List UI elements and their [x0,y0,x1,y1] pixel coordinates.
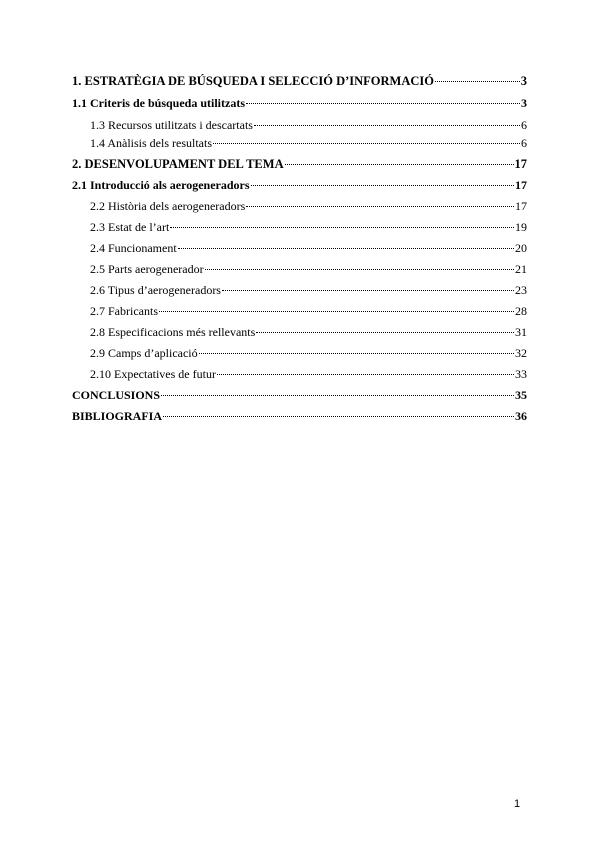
toc-dot-leader [435,81,520,82]
toc-entry[interactable] [90,262,527,276]
toc-entry-title: 1.1 Criteris de búsqueda utilitzats [72,96,246,110]
toc-entry-title: 2.1 Introducció als aerogeneradors [72,178,250,192]
toc-dot-leader [285,164,514,165]
toc-entry-page: 28 [515,304,527,318]
toc-entry-title: BIBLIOGRAFIA [72,409,163,423]
toc-entry-title: 2.7 Fabricants [90,304,158,318]
toc-dot-leader [159,311,514,312]
toc-entry-page: 32 [515,346,527,360]
toc-entry-page: 17 [515,178,527,192]
toc-entry[interactable] [90,241,527,255]
toc-dot-leader [217,374,514,375]
toc-entry[interactable] [72,178,527,192]
toc-entry[interactable] [90,304,527,318]
toc-entry[interactable] [72,388,527,402]
toc-entry-title: 1.3 Recursos utilitzats i descartats [90,118,253,132]
toc-dot-leader [222,290,514,291]
toc-entry-title: 2.4 Funcionament [90,241,177,255]
toc-entry[interactable] [90,283,527,297]
toc-entry-page: 19 [515,220,527,234]
toc-entry[interactable] [72,409,527,423]
toc-entry-page: 31 [515,325,527,339]
toc-dot-leader [163,416,514,417]
toc-entry-title: 1.4 Anàlisis dels resultats [90,136,212,150]
toc-entry-page: 36 [515,409,527,423]
toc-entry-title: 2. DESENVOLUPAMENT DEL TEMA [72,157,284,171]
toc-entry-page: 17 [514,157,527,171]
toc-entry-page: 21 [515,262,527,276]
toc-entry-title: 2.6 Tipus d’aerogeneradors [90,283,221,297]
toc-entry-title: 1. ESTRATÈGIA DE BÚSQUEDA I SELECCIÓ D’INFORMACIÓ [72,74,434,88]
toc-entry[interactable] [90,346,527,360]
toc-entry-page: 3 [520,74,527,88]
toc-entry-page: 33 [515,367,527,381]
toc-dot-leader [199,353,514,354]
toc-entry-title: 2.5 Parts aerogenerador [90,262,204,276]
toc-entry-page: 23 [515,283,527,297]
toc-entry-title: 2.10 Expectatives de futur [90,367,216,381]
toc-dot-leader [178,248,514,249]
toc-dot-leader [254,125,520,126]
toc-entry-title: 2.3 Estat de l’art [90,220,170,234]
toc-entry[interactable] [72,74,527,88]
toc-entry[interactable] [90,118,527,132]
toc-dot-leader [246,206,514,207]
toc-entry-title: 2.8 Especificacions més rellevants [90,325,256,339]
toc-entry-page: 17 [515,199,527,213]
toc-dot-leader [251,185,514,186]
toc-entry-title: 2.9 Camps d’aplicació [90,346,198,360]
toc-entry[interactable] [90,199,527,213]
toc-entry-page: 6 [521,136,527,150]
toc-entry-page: 6 [521,118,527,132]
toc-entry[interactable] [90,325,527,339]
toc-entry-title: CONCLUSIONS [72,388,161,402]
toc-dot-leader [256,332,514,333]
toc-dot-leader [205,269,514,270]
toc-entry-page: 20 [515,241,527,255]
toc-dot-leader [170,227,514,228]
toc-entry[interactable] [72,96,527,110]
toc-entry-title: 2.2 Història dels aerogeneradors [90,199,246,213]
toc-entry[interactable] [90,136,527,150]
toc-entry[interactable] [72,157,527,171]
toc-entry[interactable] [90,220,527,234]
page-number: 1 [514,798,521,810]
toc-dot-leader [161,395,514,396]
toc-entry[interactable] [90,367,527,381]
toc-entry-page: 35 [515,388,527,402]
toc-entry-page: 3 [521,96,527,110]
toc-dot-leader [213,143,520,144]
toc-dot-leader [246,103,520,104]
